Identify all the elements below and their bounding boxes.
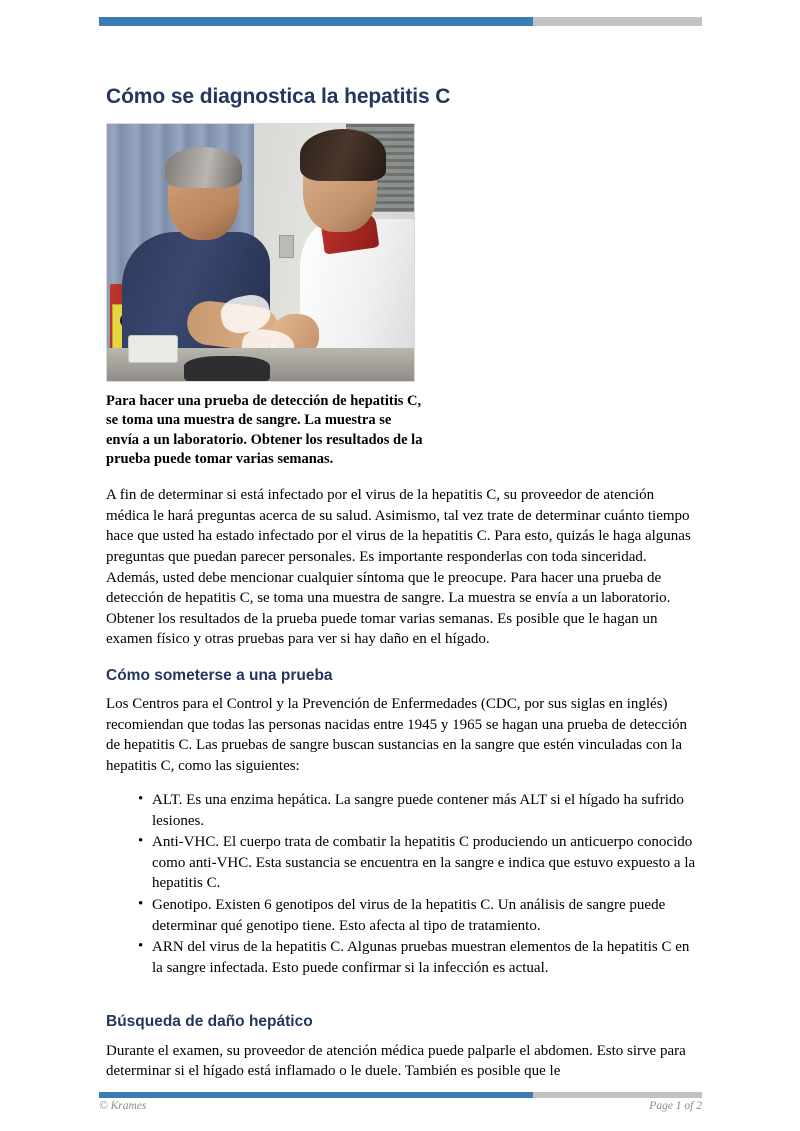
photo-supply-bin [128,335,177,363]
section-heading-como-someterse: Cómo someterse a una prueba [106,666,333,684]
footer-rule [99,1092,702,1098]
footer-copyright: © Krames [99,1100,147,1112]
list-item: • Anti-VHC. El cuerpo trata de combatir la hepatitis C produciendo un anticuerpo conocido como anti-VHC. Esta sustancia se encuentra en la sangre e indica que estuvo expuesto a la hepatitis C. [138,832,698,894]
footer-page-number: Page 1 of 2 [649,1100,702,1112]
photo-illustration [107,124,414,381]
photo-tray [184,356,270,382]
photo-wall-fixture [279,235,294,258]
list-item: • ARN del virus de la hepatitis C. Algunas pruebas muestran elementos de la hepatitis C en la sangre infectada. Esto puede confirmar si la infección es actual. [138,937,698,978]
list-item: • Genotipo. Existen 6 genotipos del virus de la hepatitis C. Un análisis de sangre puede determinar qué genotipo tiene. Esto afecta al tipo de tratamiento. [138,895,698,936]
photo-clinician-hair [300,129,386,180]
document-content [106,84,698,1096]
page-title: Cómo se diagnostica la hepatitis C [106,85,451,108]
section-heading-busqueda-dano-hepatico: Búsqueda de daño hepático [106,1013,313,1031]
header-rule-blue-segment [99,17,533,26]
header-rule [99,17,702,26]
intro-paragraph: A fin de determinar si está infectado por el virus de la hepatitis C, su proveedor de atención médica le hará preguntas acerca de su salud. Asimismo, tal vez trate de determinar cuánto tiempo hace que usted ha estado infectado por el virus de la hepatitis C. Para esto, quizás le haga algunas preguntas que puedan parecer personales. Es importante responderlas con toda sinceridad. Además, usted debe mencionar cualquier síntoma que le preocupe. Para hacer una prueba de detección de hepatitis C, se toma una muestra de sangre. La muestra se envía a un laboratorio. Obtener los resultados de la prueba puede tomar varias semanas. Es posible que le hagan un examen físico y otras pruebas para ver si hay daño en el hígado. [106,487,691,648]
photo-patient-hair [165,147,242,188]
section-paragraph-como-someterse: Los Centros para el Control y la Prevención de Enfermedades (CDC, por sus siglas en inglés) recomiendan que todas las personas nacidas entre 1945 y 1965 se hagan una prueba de detección de hepatitis C. Las pruebas de sangre buscan sustancias en la sangre que estén vinculadas con la hepatitis C, como las siguientes: [106,696,688,774]
list-item: • ALT. Es una enzima hepática. La sangre puede contener más ALT si el hígado ha sufrido lesiones. [138,790,698,831]
test-substances-list [106,790,698,978]
section-paragraph-busqueda-dano-hepatico: Durante el examen, su proveedor de atención médica puede palparle el abdomen. Esto sirve para determinar si el hígado está inflamado o le duele. También es posible que le [106,1042,686,1080]
header-rule-gray-segment [533,17,702,26]
photo-caption: Para hacer una prueba de detección de hepatitis C, se toma una muestra de sangre. La muestra se envía a un laboratorio. Obtener los resultados de la prueba puede tomar varias semanas. [106,393,423,468]
footer-rule-gray-segment [533,1092,702,1098]
page-footer [99,1100,702,1112]
footer-rule-blue-segment [99,1092,533,1098]
article-photo [106,123,415,382]
